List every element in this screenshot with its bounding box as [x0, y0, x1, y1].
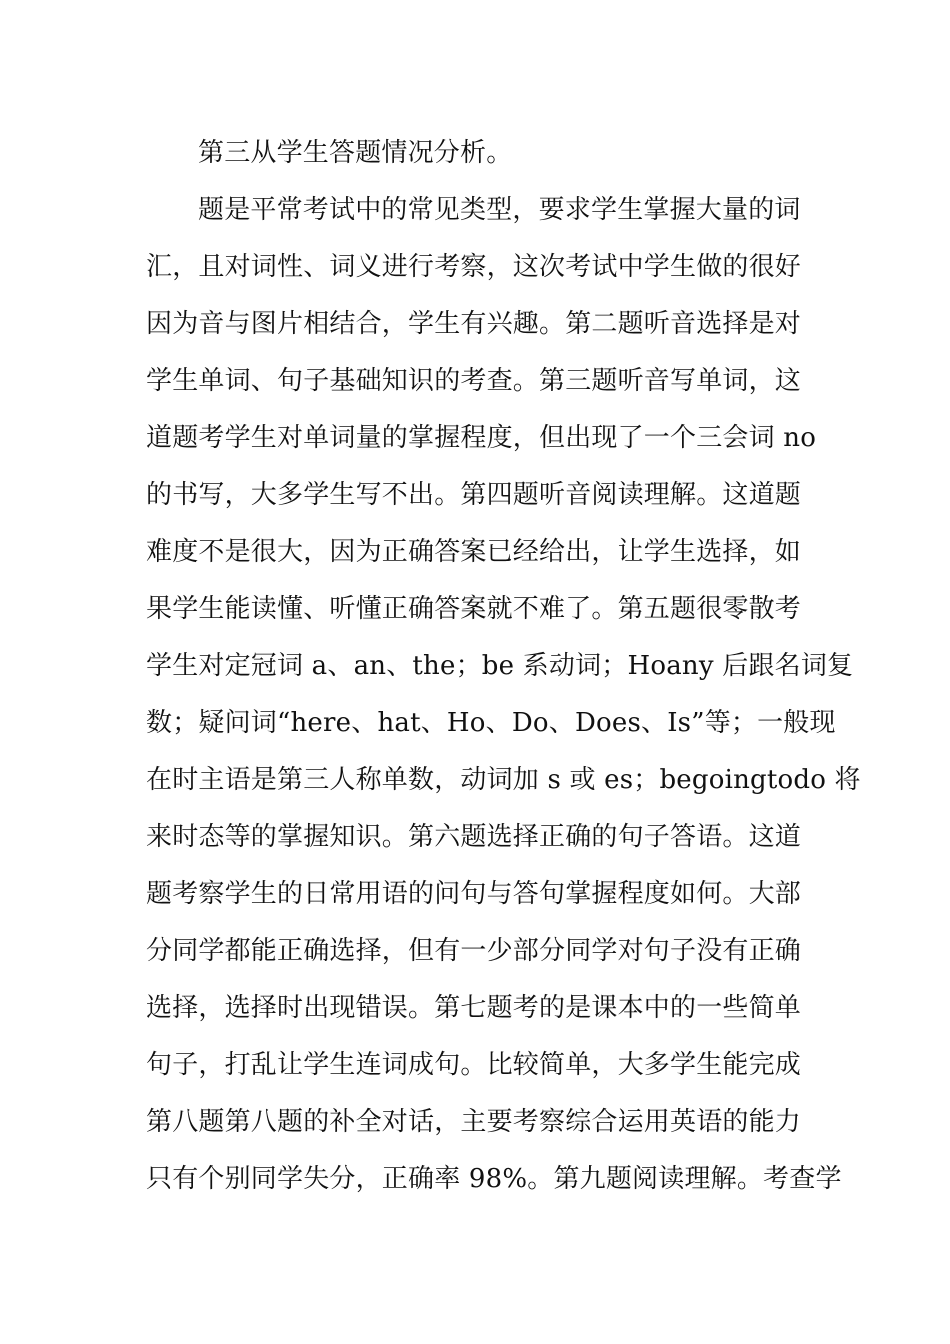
text-line: 难度不是很大，因为正确答案已经给出，让学生选择，如	[146, 537, 802, 567]
text-line: 选择，选择时出现错误。第七题考的是课本中的一些简单	[146, 993, 802, 1023]
text-line: 道题考学生对单词量的掌握程度，但出现了一个三会词 no	[146, 423, 817, 453]
text-line: 只有个别同学失分，正确率 98%。第九题阅读理解。考查学	[146, 1164, 842, 1194]
text-line: 学生对定冠词 a、an、the；be 系动词；Hoany 后跟名词复	[146, 651, 854, 681]
text-line: 汇，且对词性、词义进行考察，这次考试中学生做的很好	[146, 252, 802, 282]
text-line: 题是平常考试中的常见类型，要求学生掌握大量的词	[198, 195, 801, 225]
text-line: 因为音与图片相结合，学生有兴趣。第二题听音选择是对	[146, 309, 802, 339]
text-line: 题考察学生的日常用语的问句与答句掌握程度如何。大部	[146, 879, 802, 909]
text-line: 数；疑问词“here、hat、Ho、Do、Does、Is”等；一般现	[146, 708, 836, 738]
text-line: 第八题第八题的补全对话，主要考察综合运用英语的能力	[146, 1107, 802, 1137]
text-line: 的书写，大多学生写不出。第四题听音阅读理解。这道题	[146, 480, 802, 510]
paragraph-heading: 第三从学生答题情况分析。	[198, 138, 513, 168]
text-line: 来时态等的掌握知识。第六题选择正确的句子答语。这道	[146, 822, 802, 852]
text-line: 在时主语是第三人称单数，动词加 s 或 es；begoingtodo 将	[146, 765, 861, 795]
text-line: 句子，打乱让学生连词成句。比较简单，大多学生能完成	[146, 1050, 802, 1080]
text-line: 果学生能读懂、听懂正确答案就不难了。第五题很零散考	[146, 594, 802, 624]
text-line: 学生单词、句子基础知识的考查。第三题听音写单词，这	[146, 366, 802, 396]
text-line: 分同学都能正确选择，但有一少部分同学对句子没有正确	[146, 936, 802, 966]
